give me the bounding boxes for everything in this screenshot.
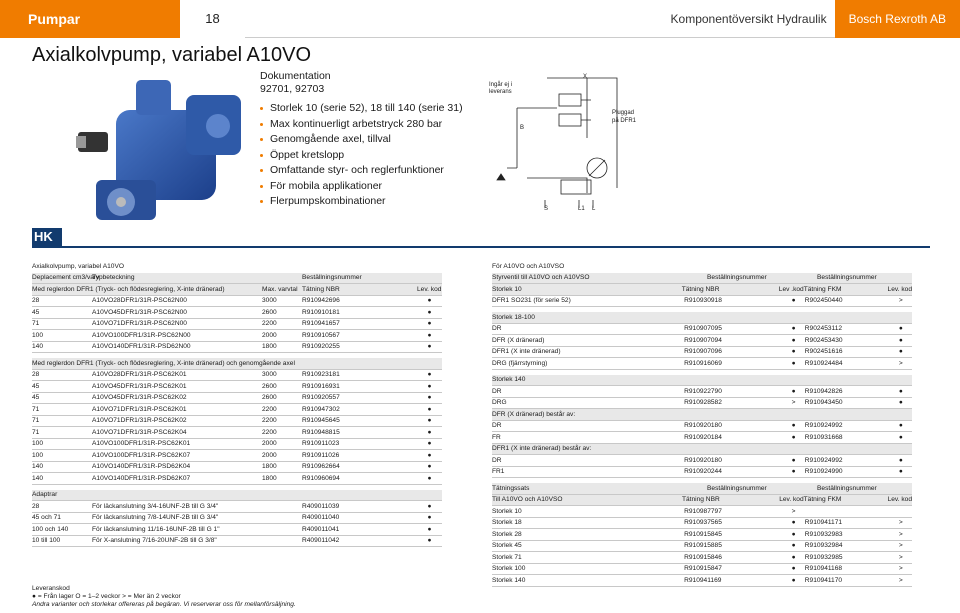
delivery-code: ●	[791, 433, 796, 441]
delivery-code: >	[898, 576, 903, 584]
table-row	[32, 370, 442, 382]
table-cell: R910920255	[302, 343, 340, 350]
table-cell: R910924992	[804, 456, 843, 464]
table-cell: FR1	[492, 468, 505, 475]
table-row	[492, 296, 912, 308]
col-header: Lev. kod	[417, 285, 442, 293]
table-cell: DFR1 SO231 (för serie 52)	[492, 297, 571, 304]
documentation	[260, 70, 331, 96]
delivery-code: ●	[898, 336, 903, 344]
delivery-code: ●	[791, 456, 796, 464]
table-cell: 45	[32, 382, 40, 390]
table-cell: 10 till 100	[32, 537, 61, 544]
delivery-code: ●	[427, 308, 432, 316]
table-cell: R910910567	[302, 331, 340, 339]
table-cell: R910945645	[302, 417, 340, 424]
table-cell: 28	[32, 297, 40, 304]
table-cell: R902453430	[804, 336, 843, 344]
table-row	[32, 393, 442, 405]
table-cell: 45	[32, 394, 40, 401]
section-label: Pumpar	[28, 11, 81, 27]
delivery-code: ●	[791, 468, 796, 475]
section-header	[492, 495, 912, 507]
table-cell: R910960694	[302, 474, 340, 482]
table-cell: 28	[32, 371, 40, 378]
feature-item: Flerpumpskombinationer	[260, 194, 463, 210]
legend-items: ● = Från lager O = 1–2 veckor > = Mer än 2 veckor	[32, 593, 181, 600]
table-row	[492, 455, 912, 467]
page-title: Axialkolvpump, variabel A10VO	[32, 44, 312, 66]
feature-item: Genomgående axel, tillval	[260, 132, 463, 148]
delivery-code: ●	[898, 456, 903, 464]
table-cell: DRG	[492, 399, 507, 406]
table-cell: 1800	[262, 463, 277, 470]
schematic-note-left: Ingår ej i leverans	[489, 82, 513, 95]
table-cell: A10VO45DFR1/31R-PSC62K01	[92, 382, 187, 390]
table-cell: Storlek 100	[492, 565, 526, 572]
delivery-code: ●	[427, 343, 432, 350]
table-row	[32, 439, 442, 451]
table-cell: R910920180	[684, 422, 722, 429]
hk-badge: HK	[32, 228, 62, 246]
delivery-code: ●	[791, 387, 796, 395]
delivery-code: ●	[791, 565, 796, 572]
table-row	[492, 398, 912, 410]
table-cell: 28	[32, 502, 40, 510]
table-cell: DRG (fjärrstyrning)	[492, 359, 548, 367]
table-cell: A10VO71DFR1/31R-PSC62K02	[92, 417, 187, 424]
table-cell: 71	[32, 417, 40, 424]
table-cell: R910937565	[684, 519, 722, 526]
port-label-s: S	[544, 206, 549, 212]
table-cell: R910987797	[684, 507, 722, 515]
table-row	[32, 536, 442, 548]
table-title-row	[492, 261, 912, 273]
table-cell: 100	[32, 440, 44, 447]
section-header	[492, 312, 912, 324]
table-cell: 100 och 140	[32, 525, 69, 533]
page-number: 18	[180, 0, 245, 38]
col-header: Tätning NBR	[681, 496, 720, 503]
table-row	[492, 564, 912, 576]
table-header	[492, 483, 912, 495]
table-cell: R910924484	[804, 359, 843, 367]
delivery-code: ●	[427, 382, 432, 390]
table-cell: 1800	[262, 474, 277, 482]
delivery-code: >	[898, 542, 903, 549]
port-label-l: L	[592, 206, 596, 212]
delivery-code: ●	[427, 394, 432, 401]
table-row	[32, 473, 442, 485]
table-cell: R910916931	[302, 382, 340, 390]
delivery-code: ●	[898, 468, 903, 475]
table-cell: 71	[32, 405, 40, 413]
col-header: Storlek 10	[492, 285, 522, 293]
delivery-code: ●	[427, 514, 432, 521]
col-header: Max. varvtal	[262, 285, 298, 293]
legend	[32, 585, 296, 609]
section-header	[32, 490, 442, 502]
delivery-code: >	[898, 297, 903, 304]
feature-item: För mobila applikationer	[260, 179, 463, 195]
table-cell: A10VO100DFR1/31R-PSC62N00	[92, 331, 191, 339]
table-cell: R910941170	[804, 576, 843, 584]
table-row	[32, 307, 442, 319]
table-cell: R910920244	[684, 468, 722, 475]
left-table	[32, 261, 442, 547]
table-row	[492, 347, 912, 359]
table-cell: R902450440	[804, 297, 843, 304]
table-cell: A10VO100DFR1/31R-PSC62K07	[92, 451, 191, 459]
delivery-code: ●	[791, 519, 796, 526]
feature-item: Omfattande styr- och reglerfunktioner	[260, 163, 463, 179]
delivery-code: ●	[791, 542, 796, 549]
table-cell: A10VO140DFR1/31R-PSD62N00	[92, 343, 191, 350]
section-header	[32, 284, 442, 296]
table-cell: 71	[32, 428, 40, 436]
feature-item: Öppet kretslopp	[260, 148, 463, 164]
table-cell: 2600	[262, 308, 277, 316]
table-row	[32, 524, 442, 536]
table-row	[492, 529, 912, 541]
delivery-code: ●	[427, 371, 432, 378]
table-cell: R902453112	[804, 325, 843, 332]
delivery-code: ●	[898, 387, 903, 395]
delivery-code: ●	[427, 502, 432, 510]
section-title: DFR (X dränerad) består av:	[492, 410, 576, 418]
delivery-code: ●	[427, 405, 432, 413]
header-right	[671, 0, 960, 38]
table-cell: FR	[492, 433, 501, 441]
table-cell: Storlek 71	[492, 553, 522, 561]
col-header: Tätningssats	[492, 484, 530, 492]
table-row	[32, 296, 442, 308]
delivery-code: >	[898, 530, 903, 538]
col-header: Lev. kod	[887, 285, 912, 293]
schematic-note-right: Pluggad på DFR1	[612, 110, 637, 124]
delivery-code: >	[898, 565, 903, 572]
table-cell: 140	[32, 463, 44, 470]
table-cell: 2000	[262, 331, 277, 339]
table-cell: DFR1 (X inte dränerad)	[492, 348, 561, 355]
table-cell: R910907096	[684, 348, 722, 355]
delivery-code: ●	[427, 297, 432, 304]
table-row	[32, 501, 442, 513]
delivery-code: ●	[427, 525, 432, 533]
table-cell: A10VO71DFR1/31R-PSC62K01	[92, 405, 187, 413]
col-header: Lev. kod	[887, 496, 912, 503]
table-cell: R910928582	[684, 399, 722, 406]
table-cell: A10VO28DFR1/31R-PSC62K01	[92, 371, 187, 378]
table-cell: R910924992	[804, 422, 843, 429]
port-label-l1: L1	[578, 206, 585, 212]
delivery-code: ●	[427, 428, 432, 436]
section-header	[32, 358, 442, 370]
table-cell: R910915845	[684, 530, 722, 538]
delivery-code: >	[898, 359, 903, 367]
divider	[32, 246, 930, 248]
feature-item: Max kontinuerligt arbetstryck 280 bar	[260, 117, 463, 133]
doc-numbers: 92701, 92703	[260, 83, 325, 95]
legend-note: Andra varianter och storlekar offereras på begäran. Vi reserverar oss för mellanförsäljning.	[32, 601, 296, 608]
col-header: Till A10VO och A10VSO	[492, 496, 563, 503]
table-cell: 3000	[262, 297, 277, 304]
table-title: Axialkolvpump, variabel A10VO	[32, 263, 124, 270]
company-name: Bosch Rexroth AB	[835, 0, 960, 38]
feature-item: Storlek 10 (serie 52), 18 till 140 (serie 31)	[260, 101, 463, 117]
pump-image	[76, 70, 246, 238]
table-cell: R409011040	[302, 514, 340, 521]
table-cell: R910931668	[804, 433, 843, 441]
table-cell: R910930918	[684, 297, 722, 304]
table-cell: 140	[32, 343, 44, 350]
table-cell: R910911023	[302, 440, 340, 447]
table-cell: R409011042	[302, 537, 340, 544]
section-title: DFR1 (X inte dränerad) består av:	[492, 445, 592, 452]
section-header	[492, 284, 912, 296]
table-cell: R910923181	[302, 371, 340, 378]
col-header: Tätning NBR	[302, 285, 340, 293]
delivery-code: ●	[791, 348, 796, 355]
table-cell: 140	[32, 474, 44, 482]
table-cell: R910941657	[302, 320, 340, 327]
table-cell: Storlek 140	[492, 576, 526, 584]
table-row	[492, 432, 912, 444]
table-cell: DR	[492, 422, 502, 429]
table-cell: 45	[32, 308, 40, 316]
delivery-code: >	[898, 553, 903, 561]
col-header: Beställningsnummer	[817, 484, 877, 492]
table-row	[492, 421, 912, 433]
table-cell: R910916069	[684, 359, 722, 367]
delivery-code: ●	[791, 422, 796, 429]
section-title: Med reglerdon DFR1 (Tryck- och flödesreglering, X-inte dränerad) och genomgående axel	[32, 359, 295, 367]
table-cell: 2200	[262, 417, 277, 424]
port-label-x: X	[583, 74, 588, 80]
table-cell: R910942826	[804, 387, 843, 395]
table-row	[32, 450, 442, 462]
col-header: Tätning NBR	[681, 285, 720, 293]
table-row	[32, 381, 442, 393]
col-header: Lev .kod	[778, 285, 804, 293]
table-cell: 1800	[262, 343, 277, 350]
table-title-row	[32, 261, 442, 273]
delivery-code: ●	[427, 463, 432, 470]
delivery-code: ●	[898, 399, 903, 406]
col-header: Tätning FKM	[803, 285, 842, 293]
delivery-code: ●	[791, 576, 796, 584]
table-cell: 2200	[262, 428, 277, 436]
table-cell: A10VO100DFR1/31R-PSC62K01	[92, 440, 191, 447]
table-cell: 45 och 71	[32, 514, 61, 521]
col-header: Lev. kod	[779, 496, 804, 503]
table-cell: R910947302	[302, 405, 340, 413]
col-header: Beställningsnummer	[707, 274, 767, 281]
delivery-code: ●	[427, 417, 432, 424]
table-row	[32, 342, 442, 354]
table-row	[492, 506, 912, 518]
delivery-code: ●	[898, 325, 903, 332]
table-cell: Storlek 10	[492, 507, 522, 515]
col-header: Typbeteckning	[92, 274, 135, 281]
section-title: Med reglerdon DFR1 (Tryck- och flödesreglering, X-inte dränerad)	[32, 285, 225, 293]
col-header: Beställningsnummer	[707, 484, 767, 492]
section-header	[492, 444, 912, 456]
delivery-code: ●	[791, 325, 796, 332]
table-cell: R910924990	[804, 468, 843, 475]
table-cell: R910915846	[684, 553, 722, 561]
table-row	[32, 330, 442, 342]
top-bar	[0, 0, 960, 38]
table-cell: 2200	[262, 320, 277, 327]
section-title: Storlek 140	[492, 376, 526, 383]
table-cell: R910907095	[684, 325, 722, 332]
table-cell: R910941169	[684, 576, 722, 584]
table-cell: DR	[492, 387, 502, 395]
table-cell: A10VO28DFR1/31R-PSC62N00	[92, 297, 187, 304]
table-cell: R910942696	[302, 297, 340, 304]
delivery-code: ●	[898, 433, 903, 441]
table-cell: R902451616	[804, 348, 843, 355]
delivery-code: ●	[427, 474, 432, 482]
table-cell: 2600	[262, 382, 277, 390]
table-cell: R910932985	[804, 553, 843, 561]
section-title: Adaptrar	[32, 491, 58, 498]
table-row	[32, 404, 442, 416]
delivery-code: ●	[791, 297, 796, 304]
table-row	[492, 335, 912, 347]
table-row	[32, 462, 442, 474]
table-cell: R910941171	[804, 519, 843, 526]
table-cell: R910907094	[684, 336, 722, 344]
table-row	[32, 416, 442, 428]
table-row	[492, 541, 912, 553]
table-cell: 100	[32, 451, 44, 459]
table-row	[492, 467, 912, 479]
col-header: Tätning FKM	[803, 496, 842, 503]
delivery-code: >	[898, 519, 903, 526]
table-cell: A10VO140DFR1/31R-PSD62K04	[92, 463, 191, 470]
table-cell: Storlek 45	[492, 542, 522, 549]
table-cell: R910948815	[302, 428, 340, 436]
delivery-code: ●	[427, 451, 432, 459]
table-cell: R910932984	[804, 542, 843, 549]
feature-list	[260, 101, 463, 210]
table-cell: A10VO71DFR1/31R-PSC62N00	[92, 320, 187, 327]
col-header: Beställningsnummer	[302, 274, 362, 281]
table-cell: R910920557	[302, 394, 340, 401]
table-cell: För läckanslutning 11/16-16UNF-2B till G 1"	[92, 525, 220, 533]
doc-label: Dokumentation	[260, 70, 331, 82]
delivery-code: >	[791, 507, 796, 515]
table-cell: 2200	[262, 405, 277, 413]
table-cell: A10VO45DFR1/31R-PSC62N00	[92, 308, 187, 316]
table-cell: 2000	[262, 451, 277, 459]
table-cell: R409011041	[302, 525, 340, 533]
table-row	[32, 513, 442, 525]
table-cell: DR	[492, 325, 502, 332]
delivery-code: >	[791, 399, 796, 406]
section-title: Storlek 18-100	[492, 313, 535, 321]
col-header: Styrventil till A10VO och A10VSO	[492, 274, 590, 281]
right-table	[492, 261, 912, 587]
table-cell: R910920180	[684, 456, 722, 464]
table-cell: R910915847	[684, 565, 722, 572]
table-cell: R910915885	[684, 542, 722, 549]
table-cell: R910962664	[302, 463, 340, 470]
delivery-code: ●	[791, 530, 796, 538]
table-row	[492, 386, 912, 398]
table-cell: R910943450	[804, 399, 843, 406]
table-cell: DR	[492, 456, 502, 464]
table-cell: 100	[32, 331, 44, 339]
table-title: För A10VO och A10VSO	[492, 263, 565, 270]
delivery-code: ●	[427, 320, 432, 327]
table-cell: R910920184	[684, 433, 722, 441]
table-cell: 2000	[262, 440, 277, 447]
table-header	[492, 273, 912, 285]
legend-title: Leveranskod	[32, 585, 70, 592]
delivery-code: ●	[898, 348, 903, 355]
col-header: Beställningsnummer	[817, 274, 877, 281]
catalog-subtitle: Komponentöversikt Hydraulik	[670, 12, 827, 26]
table-row	[492, 358, 912, 370]
delivery-code: ●	[791, 359, 796, 367]
delivery-code: ●	[791, 336, 796, 344]
delivery-code: ●	[427, 537, 432, 544]
table-row	[492, 324, 912, 336]
section-header	[492, 409, 912, 421]
table-header	[32, 273, 442, 285]
table-cell: R910922790	[684, 387, 722, 395]
port-label-b: B	[520, 125, 525, 131]
delivery-code: ●	[791, 553, 796, 561]
table-cell: R910911026	[302, 451, 340, 459]
table-cell: A10VO140DFR1/31R-PSD62K07	[92, 474, 191, 482]
table-cell: För läckanslutning 7/8-14UNF-2B till G 3/4"	[92, 514, 219, 521]
table-cell: R910910181	[302, 308, 340, 316]
delivery-code: ●	[898, 422, 903, 429]
table-cell: R910932983	[804, 530, 843, 538]
table-cell: R409011039	[302, 502, 340, 510]
table-cell: A10VO71DFR1/31R-PSC62K04	[92, 428, 187, 436]
table-cell: 2600	[262, 394, 277, 401]
table-row	[32, 319, 442, 331]
delivery-code: ●	[427, 440, 432, 447]
table-cell: För läckanslutning 3/4-16UNF-2B till G 3/4"	[92, 502, 219, 510]
table-cell: För X-anslutning 7/16-20UNF-2B till G 3/8"	[92, 537, 217, 544]
section-header	[492, 375, 912, 387]
table-cell: 3000	[262, 371, 277, 378]
table-cell: Storlek 18	[492, 519, 522, 526]
table-row	[492, 518, 912, 530]
table-cell: 71	[32, 320, 40, 327]
table-cell: R910941168	[804, 565, 843, 572]
table-row	[492, 552, 912, 564]
table-cell: Storlek 28	[492, 530, 522, 538]
table-row	[492, 575, 912, 587]
table-cell: A10VO45DFR1/31R-PSC62K02	[92, 394, 187, 401]
col-header: Deplacement cm3/varv	[32, 274, 100, 281]
table-cell: DFR (X dränerad)	[492, 336, 545, 344]
table-row	[32, 427, 442, 439]
delivery-code: ●	[427, 331, 432, 339]
